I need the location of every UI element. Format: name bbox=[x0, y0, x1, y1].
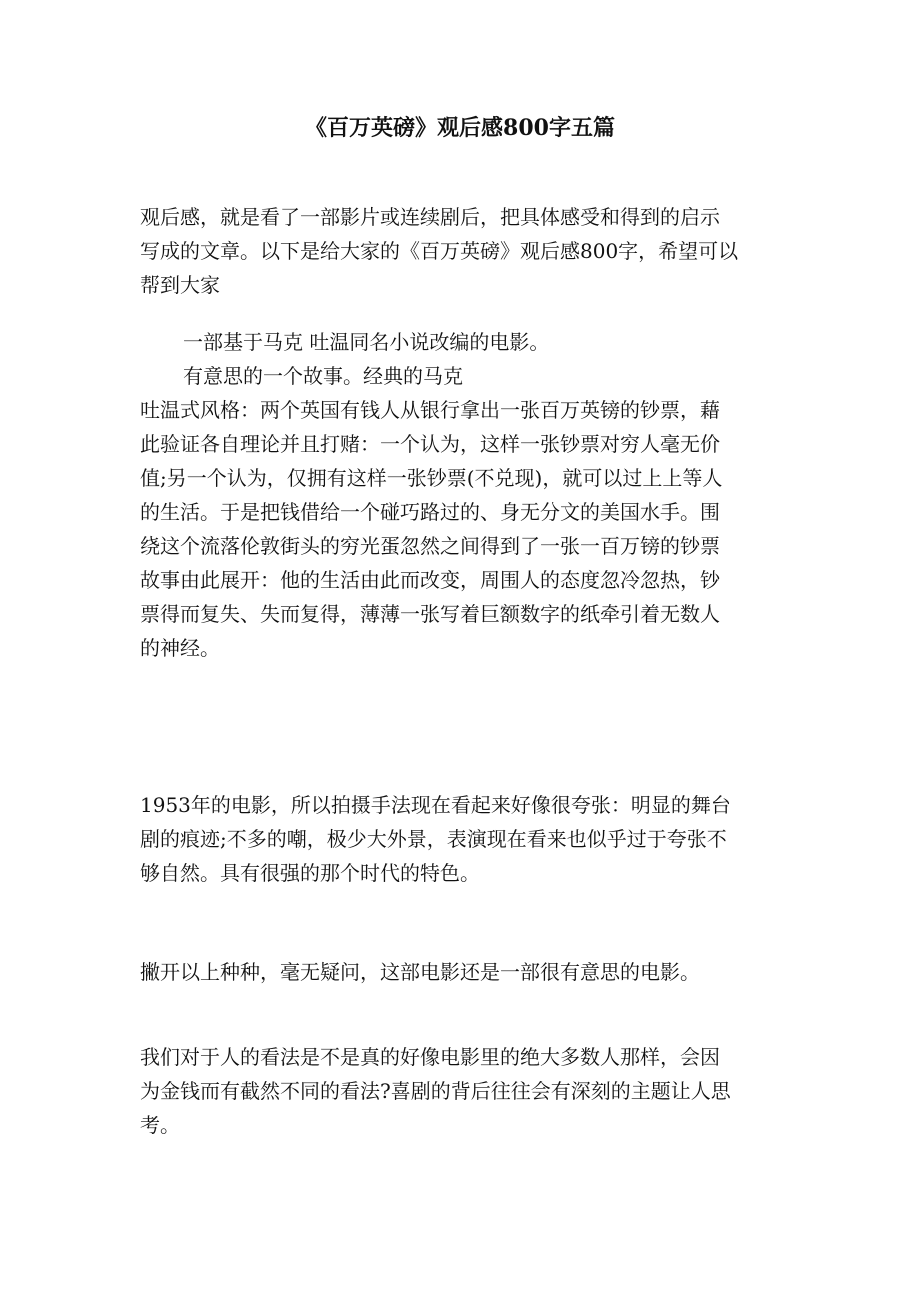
section4-line: 我们对于人的看法是不是真的好像电影里的绝大多数人那样，会因 bbox=[140, 1045, 720, 1069]
section1-line: 绕这个流落伦敦街头的穷光蛋忽然之间得到了一张一百万镑的钞票 bbox=[140, 534, 720, 558]
section2-line: 1953年的电影，所以拍摄手法现在看起来好像很夸张：明显的舞台 bbox=[140, 793, 731, 817]
section1-line: 的神经。 bbox=[140, 636, 220, 660]
section2-line: 剧的痕迹;不多的嘲，极少大外景，表演现在看来也似乎过于夸张不 bbox=[140, 827, 727, 851]
section1-line: 吐温式风格：两个英国有钱人从银行拿出一张百万英镑的钞票，藉 bbox=[140, 398, 720, 422]
section3-line: 撇开以上种种，毫无疑问，这部电影还是一部很有意思的电影。 bbox=[140, 960, 700, 984]
section4-line: 考。 bbox=[140, 1113, 180, 1137]
section1-line: 故事由此展开：他的生活由此而改变，周围人的态度忽冷忽热，钞 bbox=[140, 568, 720, 592]
section1-line: 值;另一个认为，仅拥有这样一张钞票(不兑现)，就可以过上上等人 bbox=[140, 466, 723, 490]
section1-line: 有意思的一个故事。经典的马克 bbox=[183, 364, 463, 388]
intro-line: 观后感，就是看了一部影片或连续剧后，把具体感受和得到的启示 bbox=[140, 205, 720, 229]
section3-paragraph bbox=[140, 955, 780, 989]
section1-line: 的生活。于是把钱借给一个碰巧路过的、身无分文的美国水手。围 bbox=[140, 500, 720, 524]
intro-line: 写成的文章。以下是给大家的《百万英磅》观后感800字，希望可以 bbox=[140, 239, 739, 263]
section1-line: 此验证各自理论并且打赌：一个认为，这样一张钞票对穷人毫无价 bbox=[140, 432, 720, 456]
intro-paragraph bbox=[140, 200, 780, 302]
section1-paragraph bbox=[140, 325, 780, 665]
document-title: 《百万英磅》观后感800字五篇 bbox=[305, 115, 615, 141]
section1-line: 票得而复失、失而复得，薄薄一张写着巨额数字的纸牵引着无数人 bbox=[140, 602, 720, 626]
section1-line: 一部基于马克 吐温同名小说改编的电影。 bbox=[183, 330, 550, 354]
section4-paragraph bbox=[140, 1040, 780, 1142]
intro-line: 帮到大家 bbox=[140, 273, 220, 297]
section4-line: 为金钱而有截然不同的看法?喜剧的背后往往会有深刻的主题让人思 bbox=[140, 1079, 731, 1103]
section2-paragraph bbox=[140, 788, 780, 890]
section2-line: 够自然。具有很强的那个时代的特色。 bbox=[140, 861, 480, 885]
